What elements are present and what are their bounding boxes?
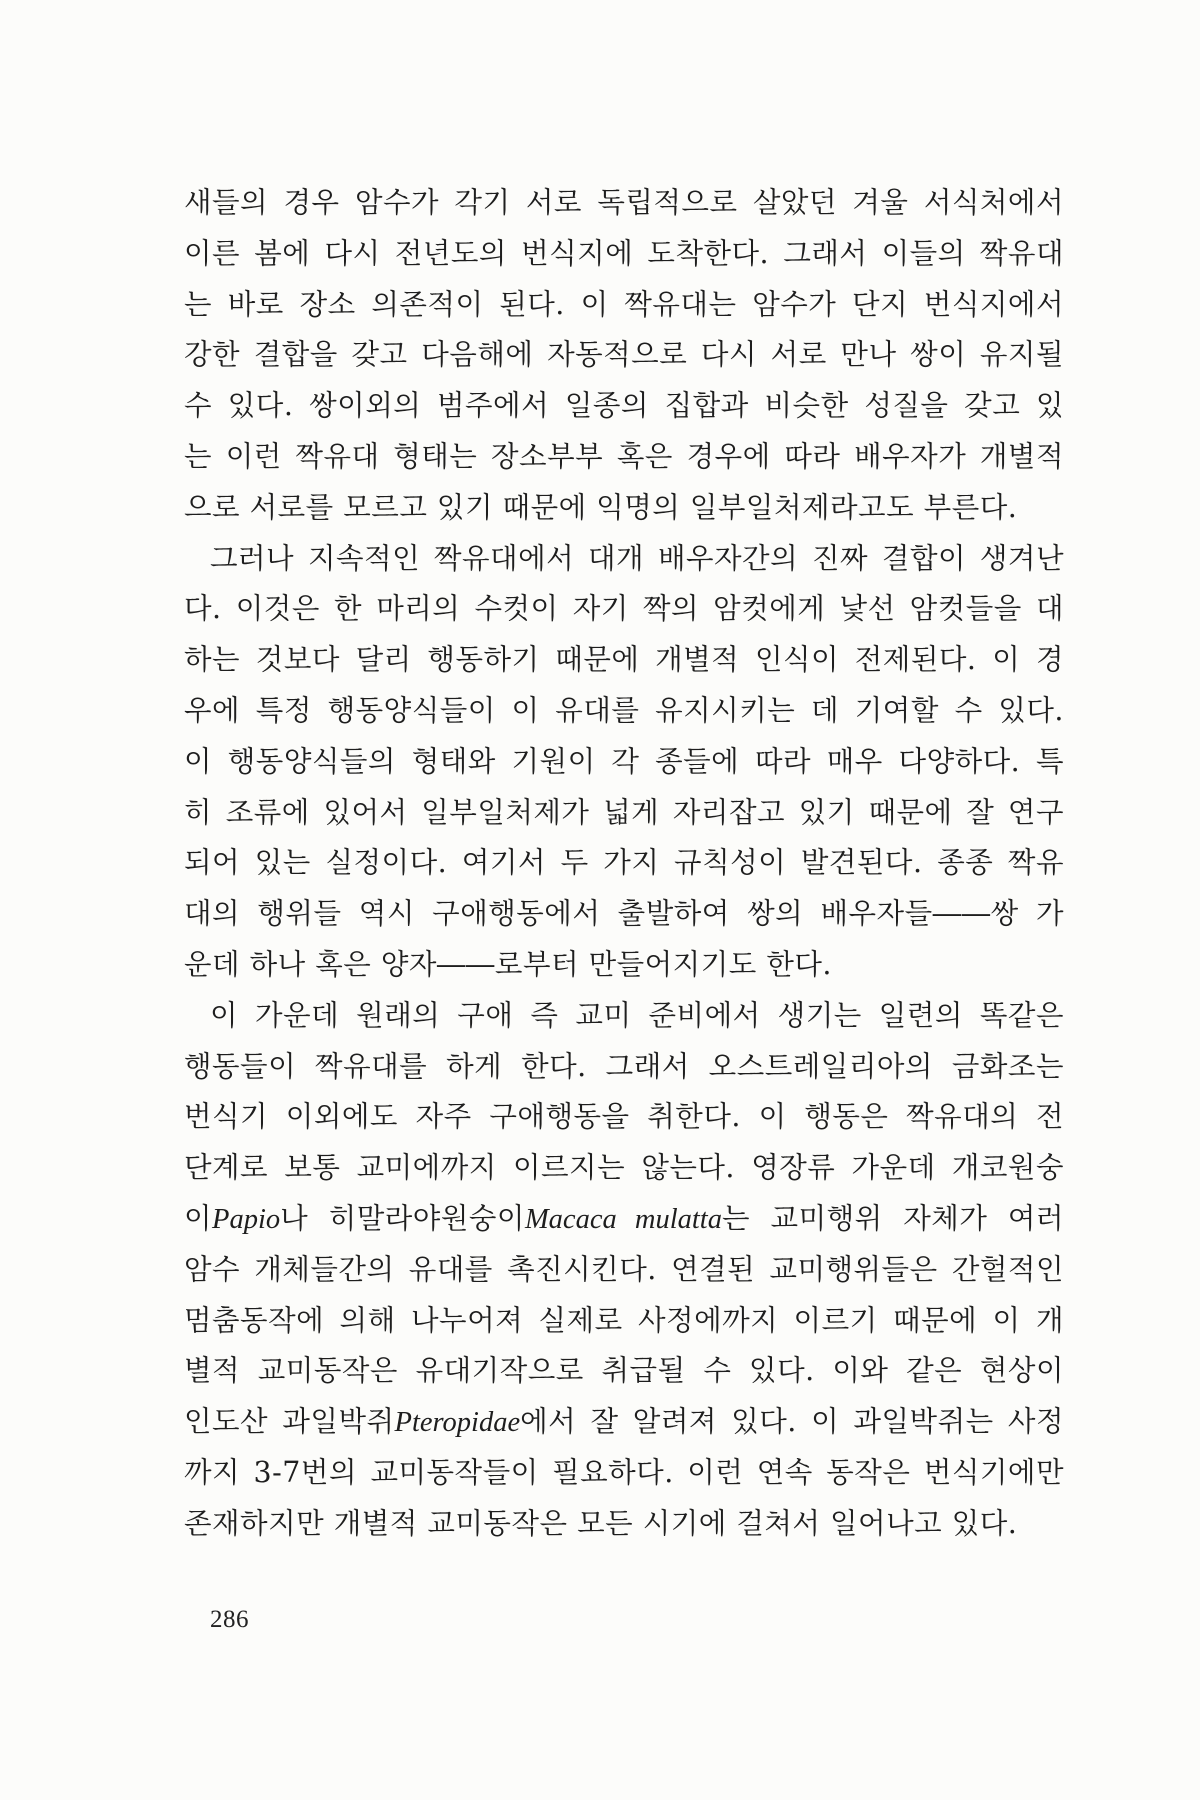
latin-term: Pteropidae <box>394 1407 521 1439</box>
text-line: 암수 개체들간의 유대를 촉진시킨다. 연결된 교미행위들은 간헐적인 <box>184 1252 1064 1286</box>
latin-term: Papio <box>212 1203 281 1235</box>
text-line: 수 있다. 쌍이외의 범주에서 일종의 집합과 비슷한 성질을 갖고 있 <box>184 389 1064 423</box>
page-number: 286 <box>210 1606 249 1633</box>
body-text <box>184 178 1064 1550</box>
text-line: 번식기 이외에도 자주 구애행동을 취한다. 이 행동은 짝유대의 전 <box>184 1100 1064 1134</box>
text-line: 이른 봄에 다시 전년도의 번식지에 도착한다. 그래서 이들의 짝유대 <box>184 236 1064 270</box>
text-line: 으로 서로를 모르고 있기 때문에 익명의 일부일처제라고도 부른다. <box>184 490 1018 524</box>
text-line: 멈춤동작에 의해 나누어져 실제로 사정에까지 이르기 때문에 이 개 <box>184 1303 1064 1337</box>
text-line: 되어 있는 실정이다. 여기서 두 가지 규칙성이 발견된다. 종종 짝유 <box>184 846 1064 880</box>
text-line: 는 바로 장소 의존적이 된다. 이 짝유대는 암수가 단지 번식지에서 <box>184 287 1064 321</box>
text-line: 이 행동양식들의 형태와 기원이 각 종들에 따라 매우 다양하다. 특 <box>184 744 1064 778</box>
text-line: 히 조류에 있어서 일부일처제가 넓게 자리잡고 있기 때문에 잘 연구 <box>184 795 1064 829</box>
text-line: 단계로 보통 교미에까지 이르지는 않는다. 영장류 가운데 개코원숭 <box>184 1151 1064 1185</box>
text-line-with-latin <box>184 1397 1064 1448</box>
text-line: 대의 행위들 역시 구애행동에서 출발하여 쌍의 배우자들――쌍 가 <box>184 897 1064 931</box>
text-line: 존재하지만 개별적 교미동작은 모든 시기에 걸쳐서 일어나고 있다. <box>184 1506 1018 1540</box>
text-line: 새들의 경우 암수가 각기 서로 독립적으로 살았던 겨울 서식처에서 <box>184 186 1064 219</box>
text-line-with-latin <box>184 1194 1064 1245</box>
text-line: 까지 3-7번의 교미동작들이 필요하다. 이런 연속 동작은 번식기에만 <box>184 1455 1064 1489</box>
text-line: 강한 결합을 갖고 다음해에 자동적으로 다시 서로 만나 쌍이 유지될 <box>184 338 1064 372</box>
text-line: 운데 하나 혹은 양자――로부터 만들어지기도 한다. <box>184 947 832 981</box>
text-line: 별적 교미동작은 유대기작으로 취급될 수 있다. 이와 같은 현상이 <box>184 1354 1064 1388</box>
text-line: 우에 특정 행동양식들이 이 유대를 유지시키는 데 기여할 수 있다. <box>184 693 1064 727</box>
text-fragment: 는 교미행위 자체가 여러 <box>721 1201 1064 1235</box>
text-fragment: 나 히말라야원숭이 <box>280 1201 525 1235</box>
text-line: 행동들이 짝유대를 하게 한다. 그래서 오스트레일리아의 금화조는 <box>184 1049 1064 1083</box>
text-line: 이 가운데 원래의 구애 즉 교미 준비에서 생기는 일련의 똑같은 <box>210 998 1064 1032</box>
text-line: 는 이런 짝유대 형태는 장소부부 혹은 경우에 따라 배우자가 개별적 <box>184 439 1064 473</box>
text-line: 하는 것보다 달리 행동하기 때문에 개별적 인식이 전제된다. 이 경 <box>184 643 1064 677</box>
text-line: 다. 이것은 한 마리의 수컷이 자기 짝의 암컷에게 낯선 암컷들을 대 <box>184 592 1064 626</box>
latin-term: Macaca mulatta <box>524 1203 722 1235</box>
text-fragment: 인도산 과일박쥐 <box>184 1405 395 1439</box>
text-fragment: 이 <box>184 1201 213 1235</box>
text-line: 그러나 지속적인 짝유대에서 대개 배우자간의 진짜 결합이 생겨난 <box>210 541 1064 575</box>
text-fragment: 에서 잘 알려져 있다. 이 과일박쥐는 사정 <box>520 1405 1064 1439</box>
